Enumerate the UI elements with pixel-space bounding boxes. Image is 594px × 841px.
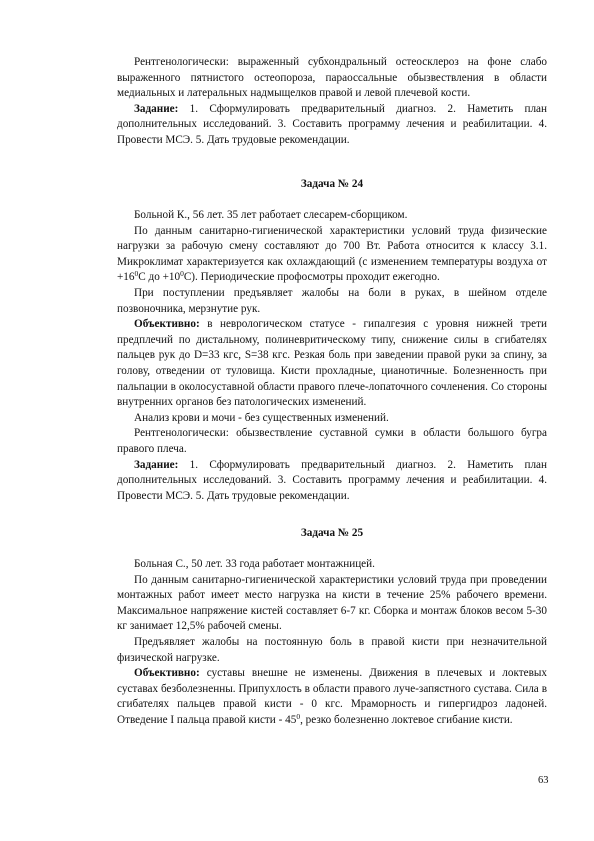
task-text: 1. Сформулировать предварительный диагноз. 2. Наметить план дополнительных исследований. 3. Составить программу лечения и реабилитации. 4. Провести МСЭ. 5. Дать трудовые рекомендации. [117, 102, 547, 146]
conditions-paragraph: По данным санитарно-гигиенической характеристики условий труда при проведении монтажных работ имеет место нагрузка на кисти в течение 25% рабочего времени. Максимальное напряжение кистей составляет 6-7 кг. Сборка и монтаж блоков весом 5-30 кг занимает 12,5% рабочей смены. [117, 573, 547, 633]
degree-mark: 0 [134, 269, 139, 279]
task-24-title: Задача № 24 [300, 178, 364, 190]
task-25-title: Задача № 25 [300, 527, 364, 539]
conditions-paragraph: По данным санитарно-гигиенической характеристики условий труда физические нагрузки за рабочую смену составляют до 700 Вт. Работа относится к классу 3.1. Микроклимат характеризуется как охлаждающий (с изменением температуры воздуха от $+16^0С$ до $+10^0С$). Периодические профосмотры проходит ежегодно. [117, 224, 547, 284]
complaints-paragraph: Предъявляет жалобы на постоянную боль в правой кисти при незначительной физической нагрузке. [117, 635, 547, 664]
objective-paragraph: Объективно: в неврологическом статусе - гипалгезия с уровня нижней трети предплечий по дистальному, полиневритическому типу, снижение силы в сгибателях пальцев рук до D=33 кгс, S=38 кгс. Резкая боль при заведении правой руки за спину, за голову, отведении от туловища. Кисти прохладные, цианотичные. Болезненность при пальпации в околосуставной области правого плече-лопаточного сочленения. Со стороны внутренних органов без патологических изменений. [117, 318, 547, 409]
task-label: Задание: [134, 458, 179, 471]
objective-label: Объективно: [134, 667, 200, 680]
page-number: 63 [538, 775, 549, 786]
complaints-paragraph: При поступлении предъявляет жалобы на боли в руках, в шейном отделе позвоночника, мерзнутие рук. [117, 286, 547, 315]
labs-paragraph: Анализ крови и мочи - без существенных изменений. [134, 411, 389, 424]
task-24-body [117, 208, 547, 504]
task-assignment: Задание: 1. Сформулировать предварительный диагноз. 2. Наметить план дополнительных исследований. 3. Составить программу лечения и реабилитации. 4. Провести МСЭ. 5. Дать трудовые рекомендации. [117, 458, 547, 502]
patient-paragraph: Больной К., 56 лет. 35 лет работает слесарем-сборщиком. [134, 209, 408, 221]
task-assignment [117, 102, 547, 149]
xray-paragraph: Рентгенологически: обызвествление суставной сумки в области большого бугра правого плеча. [117, 427, 547, 455]
objective-label: Объективно: [134, 318, 200, 331]
degree-mark: 0 [180, 269, 184, 279]
degree-mark: 0 [296, 711, 301, 721]
previous-task-tail [117, 55, 547, 149]
xray-paragraph: Рентгенологически: выраженный субхондральный остеосклероз на фоне слабо выраженного пятнистого остеопороза, параоссальные обызвествления в области медиальных и латеральных надмыщелков правой и левой плечевой кости. [117, 56, 547, 100]
patient-paragraph: Больная С., 50 лет. 33 года работает монтажницей. [134, 558, 375, 570]
objective-paragraph: Объективно: суставы внешне не изменены. Движения в плечевых и локтевых суставах безболезненны. Припухлость в области правого луче-запястного сустава. Сила в сгибателях пальцев правой кисти - 0 кгс. Мраморность и гипергидроз ладоней. Отведение I пальца правой кисти - $45^0$, резко болезненно локтевое сгибание кисти. [117, 667, 547, 726]
task-25-body [117, 557, 547, 729]
task-label: Задание: [134, 102, 179, 115]
